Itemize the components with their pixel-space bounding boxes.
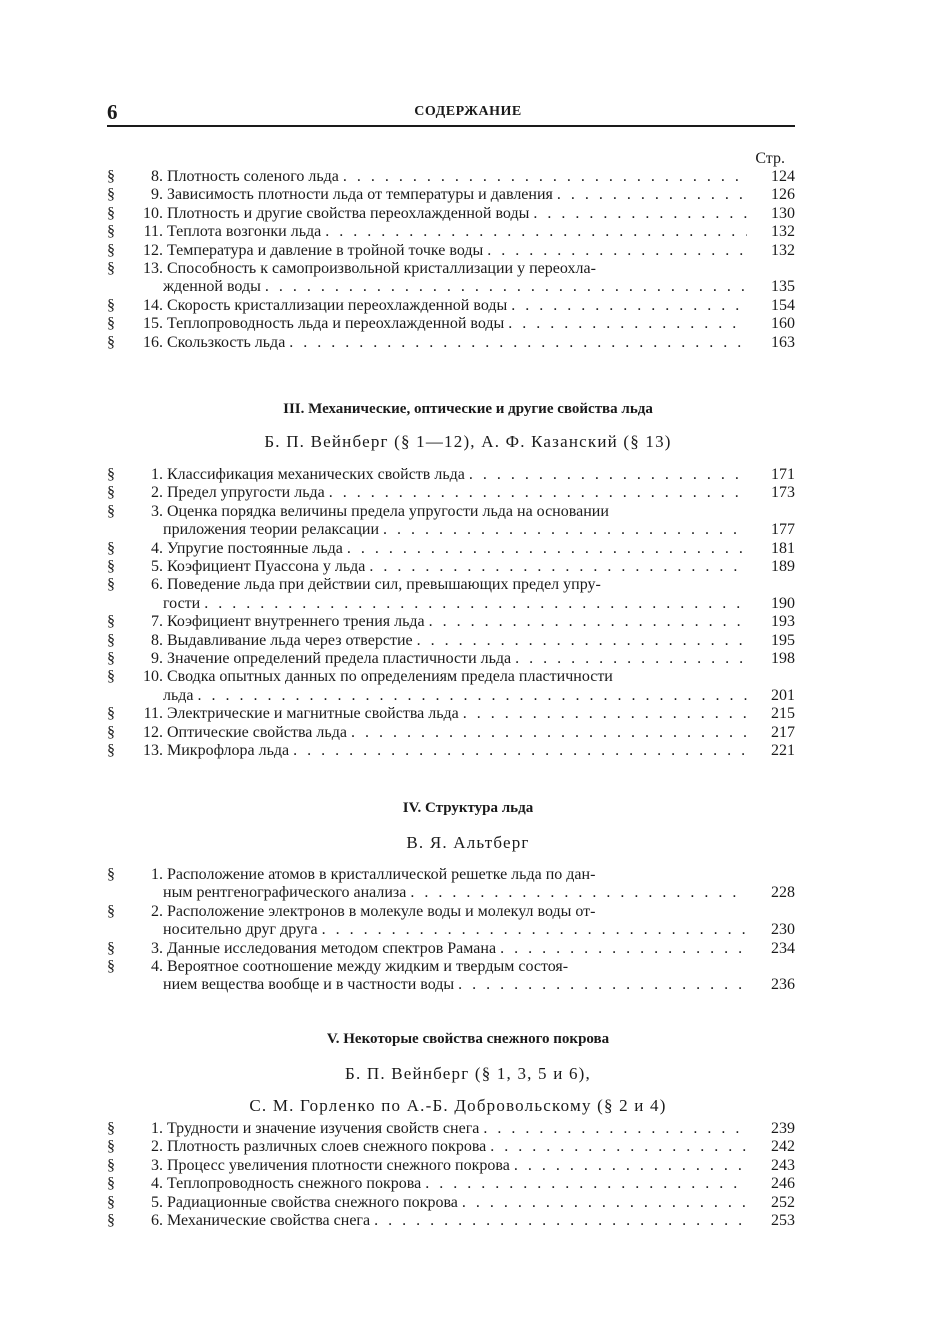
section-sign: §: [107, 223, 115, 241]
entry-page: 230: [771, 921, 795, 939]
entry-title: Вероятное соотношение между жидким и твердым состоя-: [167, 958, 569, 976]
entry-page: 236: [771, 976, 795, 994]
entry-number: 14.: [143, 296, 163, 314]
entry-title: Способность к самопроизвольной кристаллизации у переохла-: [167, 260, 596, 278]
entry-title-continuation: гости: [163, 594, 201, 612]
entry-title-continuation: приложения теории релаксации: [163, 521, 380, 539]
toc-entry: [107, 958, 795, 976]
entry-number: 2.: [151, 484, 163, 502]
dot-leader: [417, 632, 747, 650]
entry-page: 234: [771, 939, 795, 957]
section-sign: §: [107, 204, 115, 222]
entry-page: 217: [771, 723, 795, 741]
entry-title-continuation: жденной воды: [163, 278, 261, 296]
entry-number: 4.: [151, 1175, 163, 1193]
entry-number: 9.: [151, 186, 163, 204]
entry-title: Электрические и магнитные свойства льда: [167, 705, 459, 723]
dot-leader: [514, 1157, 747, 1175]
page-column-label: Стр.: [755, 150, 785, 167]
section-sign: §: [107, 186, 115, 204]
toc-entry: [107, 503, 795, 521]
section-sign: §: [107, 1120, 115, 1137]
entry-title: Скорость кристаллизации переохлажденной воды: [167, 296, 508, 314]
toc-entry-continuation: [107, 921, 795, 939]
entry-page: 253: [771, 1212, 795, 1230]
section-sign: §: [107, 576, 115, 594]
entry-title: Скользкость льда: [167, 333, 286, 351]
entry-page: 171: [771, 466, 795, 483]
entry-title: Температура и давление в тройной точке воды: [167, 241, 484, 259]
section-sign: §: [107, 296, 115, 314]
entry-page: 193: [771, 613, 795, 631]
entry-title-continuation: нием вещества вообще и в частности воды: [163, 976, 455, 994]
entry-title: Сводка опытных данных по определениям предела пластичности: [167, 668, 613, 686]
section-sign: §: [107, 466, 115, 483]
toc-entry-continuation: [107, 687, 795, 705]
section-sign: §: [107, 1138, 115, 1156]
section-sign: §: [107, 631, 115, 649]
toc-entry: [107, 558, 795, 576]
dot-leader: [490, 1138, 747, 1156]
entry-page: 160: [771, 315, 795, 333]
entry-title: Выдавливание льда через отверстие: [167, 631, 413, 649]
dot-leader: [463, 705, 747, 723]
dot-leader: [429, 613, 747, 631]
section-sign: §: [107, 723, 115, 741]
entry-title: Теплота возгонки льда: [167, 223, 322, 241]
dot-leader: [289, 334, 747, 352]
entry-page: 221: [771, 742, 795, 760]
part2-entries: [107, 168, 795, 352]
section-sign: §: [107, 866, 115, 883]
toc-entry: [107, 242, 795, 260]
part2-toc: [107, 150, 795, 352]
section-sign: §: [107, 260, 115, 278]
entry-number: 6.: [151, 1212, 163, 1230]
entry-number: 10.: [143, 668, 163, 686]
section-sign: §: [107, 315, 115, 333]
dot-leader: [508, 315, 747, 333]
entry-page: 252: [771, 1193, 795, 1211]
entry-page: 189: [771, 558, 795, 576]
entry-number: 12.: [143, 723, 163, 741]
part5-authors-line1: Б. П. Вейнберг (§ 1, 3, 5 и 6),: [345, 1064, 591, 1083]
entry-page: 135: [771, 278, 795, 296]
toc-entry: [107, 903, 795, 921]
entry-number: 11.: [143, 705, 163, 723]
dot-leader: [462, 1194, 747, 1212]
entry-number: 1.: [151, 1120, 163, 1137]
entry-page: 190: [771, 594, 795, 612]
section-sign: §: [107, 1175, 115, 1193]
toc-entry: [107, 650, 795, 668]
toc-entry: [107, 576, 795, 594]
section-sign: §: [107, 902, 115, 920]
dot-leader: [369, 558, 747, 576]
dot-leader: [265, 278, 747, 296]
part4-title: IV. Структура льда: [402, 800, 534, 816]
section-sign: §: [107, 705, 115, 723]
entry-number: 1.: [151, 866, 163, 883]
dot-leader: [374, 1212, 747, 1230]
entry-page: 173: [771, 484, 795, 502]
section-sign: §: [107, 742, 115, 760]
entry-title: Зависимость плотности льда от температуры и давления: [167, 186, 553, 204]
dot-leader: [351, 724, 747, 742]
entry-page: 215: [771, 705, 795, 723]
dot-leader: [425, 1175, 747, 1193]
toc-entry: [107, 297, 795, 315]
dot-leader: [343, 168, 747, 186]
entry-title: Теплопроводность снежного покрова: [167, 1175, 422, 1193]
toc-entry: [107, 315, 795, 333]
section-sign: §: [107, 1156, 115, 1174]
entry-number: 7.: [151, 613, 163, 631]
entry-page: 132: [771, 223, 795, 241]
toc-entry-continuation: [107, 278, 795, 296]
toc-entry: [107, 1157, 795, 1175]
dot-leader: [204, 595, 747, 613]
entry-page: 198: [771, 650, 795, 668]
entry-number: 8.: [151, 168, 163, 185]
dot-leader: [500, 940, 747, 958]
part3-entries: [107, 466, 795, 761]
entry-page: 154: [771, 296, 795, 314]
entry-number: 9.: [151, 650, 163, 668]
entry-title: Коэфициент Пуассона у льда: [167, 558, 366, 576]
entry-page: 126: [771, 186, 795, 204]
entry-title: Предел упругости льда: [167, 484, 325, 502]
toc-entry: [107, 1120, 795, 1138]
entry-title: Коэфициент внутреннего трения льда: [167, 613, 425, 631]
section-sign: §: [107, 939, 115, 957]
section-sign: §: [107, 241, 115, 259]
header-rule: [107, 125, 795, 127]
entry-title: Упругие постоянные льда: [167, 539, 343, 557]
dot-leader: [322, 921, 747, 939]
dot-leader: [469, 466, 747, 484]
dot-leader: [198, 687, 747, 705]
dot-leader: [329, 484, 747, 502]
entry-page: 228: [771, 884, 795, 902]
entry-number: 8.: [151, 631, 163, 649]
dot-leader: [487, 242, 747, 260]
part5-entries: [107, 1120, 795, 1230]
part5-authors-line2: С. М. Горленко по А.-Б. Добровольскому (§ 2 и 4): [249, 1096, 667, 1115]
part4-authors: В. Я. Альтберг: [406, 833, 530, 852]
toc-entry: [107, 742, 795, 760]
entry-number: 1.: [151, 466, 163, 483]
entry-title: Плотность соленого льда: [167, 168, 339, 185]
entry-title-continuation: льда: [163, 686, 194, 704]
entry-title: Расположение электронов в молекуле воды и молекул воды от-: [167, 902, 596, 920]
entry-number: 5.: [151, 1193, 163, 1211]
entry-title: Трудности и значение изучения свойств снега: [167, 1120, 480, 1137]
section-sign: §: [107, 502, 115, 520]
toc-entry: [107, 668, 795, 686]
toc-entry: [107, 724, 795, 742]
entry-number: 4.: [151, 539, 163, 557]
section-sign: §: [107, 668, 115, 686]
entry-title: Классификация механических свойств льда: [167, 466, 465, 483]
entry-number: 2.: [151, 902, 163, 920]
entry-number: 2.: [151, 1138, 163, 1156]
entry-number: 13.: [143, 260, 163, 278]
page-number: 6: [107, 100, 118, 124]
section-sign: §: [107, 539, 115, 557]
dot-leader: [325, 223, 747, 241]
toc-entry: [107, 205, 795, 223]
toc-entry: [107, 466, 795, 484]
entry-page: 195: [771, 631, 795, 649]
toc-entry: [107, 334, 795, 352]
entry-number: 5.: [151, 558, 163, 576]
entry-title: Механические свойства снега: [167, 1212, 371, 1230]
entry-title: Теплопроводность льда и переохлажденной воды: [167, 315, 505, 333]
dot-leader: [410, 884, 747, 902]
toc-entry: [107, 186, 795, 204]
entry-number: 16.: [143, 333, 163, 351]
section-sign: §: [107, 168, 115, 185]
toc-entry: [107, 613, 795, 631]
entry-number: 13.: [143, 742, 163, 760]
section-sign: §: [107, 1193, 115, 1211]
entry-title: Данные исследования методом спектров Рамана: [167, 939, 497, 957]
entry-title: Процесс увеличения плотности снежного покрова: [167, 1156, 510, 1174]
dot-leader: [511, 297, 747, 315]
toc-entry: [107, 705, 795, 723]
section-sign: §: [107, 558, 115, 576]
entry-number: 10.: [143, 204, 163, 222]
entry-title: Плотность различных слоев снежного покрова: [167, 1138, 487, 1156]
toc-entry: [107, 1194, 795, 1212]
toc-entry: [107, 1212, 795, 1230]
entry-page: 201: [771, 686, 795, 704]
entry-number: 15.: [143, 315, 163, 333]
part5-title: V. Некоторые свойства снежного покрова: [326, 1031, 610, 1047]
entry-title: Оптические свойства льда: [167, 723, 347, 741]
toc-entry: [107, 940, 795, 958]
entry-title: Микрофлора льда: [167, 742, 290, 760]
toc-entry: [107, 168, 795, 186]
toc-entry: [107, 260, 795, 278]
entry-title: Плотность и другие свойства переохлажденной воды: [167, 204, 530, 222]
entry-number: 3.: [151, 502, 163, 520]
dot-leader: [458, 976, 747, 994]
entry-page: 163: [771, 333, 795, 351]
toc-entry: [107, 540, 795, 558]
section-sign: §: [107, 613, 115, 631]
entry-number: 12.: [143, 241, 163, 259]
entry-page: 130: [771, 204, 795, 222]
section-sign: §: [107, 650, 115, 668]
entry-number: 6.: [151, 576, 163, 594]
dot-leader: [515, 650, 747, 668]
entry-page: 239: [771, 1120, 795, 1137]
dot-leader: [533, 205, 747, 223]
entry-number: 11.: [143, 223, 163, 241]
entry-page: 243: [771, 1156, 795, 1174]
toc-entry: [107, 1175, 795, 1193]
toc-entry: [107, 866, 795, 884]
entry-title: Расположение атомов в кристаллической решетке льда по дан-: [167, 866, 596, 883]
section-sign: §: [107, 958, 115, 976]
section-sign: §: [107, 1212, 115, 1230]
entry-title: Радиационные свойства снежного покрова: [167, 1193, 458, 1211]
entry-page: 242: [771, 1138, 795, 1156]
dot-leader: [557, 186, 747, 204]
entry-number: 3.: [151, 1156, 163, 1174]
section-sign: §: [107, 484, 115, 502]
toc-entry: [107, 223, 795, 241]
entry-number: 4.: [151, 958, 163, 976]
entry-title: Оценка порядка величины предела упругости льда на основании: [167, 502, 609, 520]
dot-leader: [383, 521, 747, 539]
entry-page: 177: [771, 521, 795, 539]
section-sign: §: [107, 333, 115, 351]
part3-title: III. Механические, оптические и другие свойства льда: [283, 401, 653, 417]
running-title: СОДЕРЖАНИЕ: [414, 104, 522, 119]
toc-entry-continuation: [107, 521, 795, 539]
entry-title: Значение определений предела пластичности льда: [167, 650, 512, 668]
entry-page: 246: [771, 1175, 795, 1193]
toc-entry-continuation: [107, 884, 795, 902]
entry-number: 3.: [151, 939, 163, 957]
toc-entry-continuation: [107, 595, 795, 613]
toc-entry: [107, 632, 795, 650]
part4-entries: [107, 866, 795, 995]
entry-title-continuation: ным рентгенографического анализа: [163, 884, 407, 902]
toc-entry: [107, 484, 795, 502]
part3-authors: Б. П. Вейнберг (§ 1—12), А. Ф. Казанский (§ 13): [264, 432, 672, 451]
toc-entry: [107, 1138, 795, 1156]
toc-entry-continuation: [107, 976, 795, 994]
entry-page: 132: [771, 241, 795, 259]
entry-page: 181: [771, 539, 795, 557]
dot-leader: [293, 742, 747, 760]
entry-title-continuation: носительно друг друга: [163, 921, 318, 939]
entry-title: Поведение льда при действии сил, превышающих предел упру-: [167, 576, 601, 594]
entry-page: 124: [771, 168, 795, 185]
dot-leader: [483, 1120, 747, 1138]
dot-leader: [347, 540, 747, 558]
